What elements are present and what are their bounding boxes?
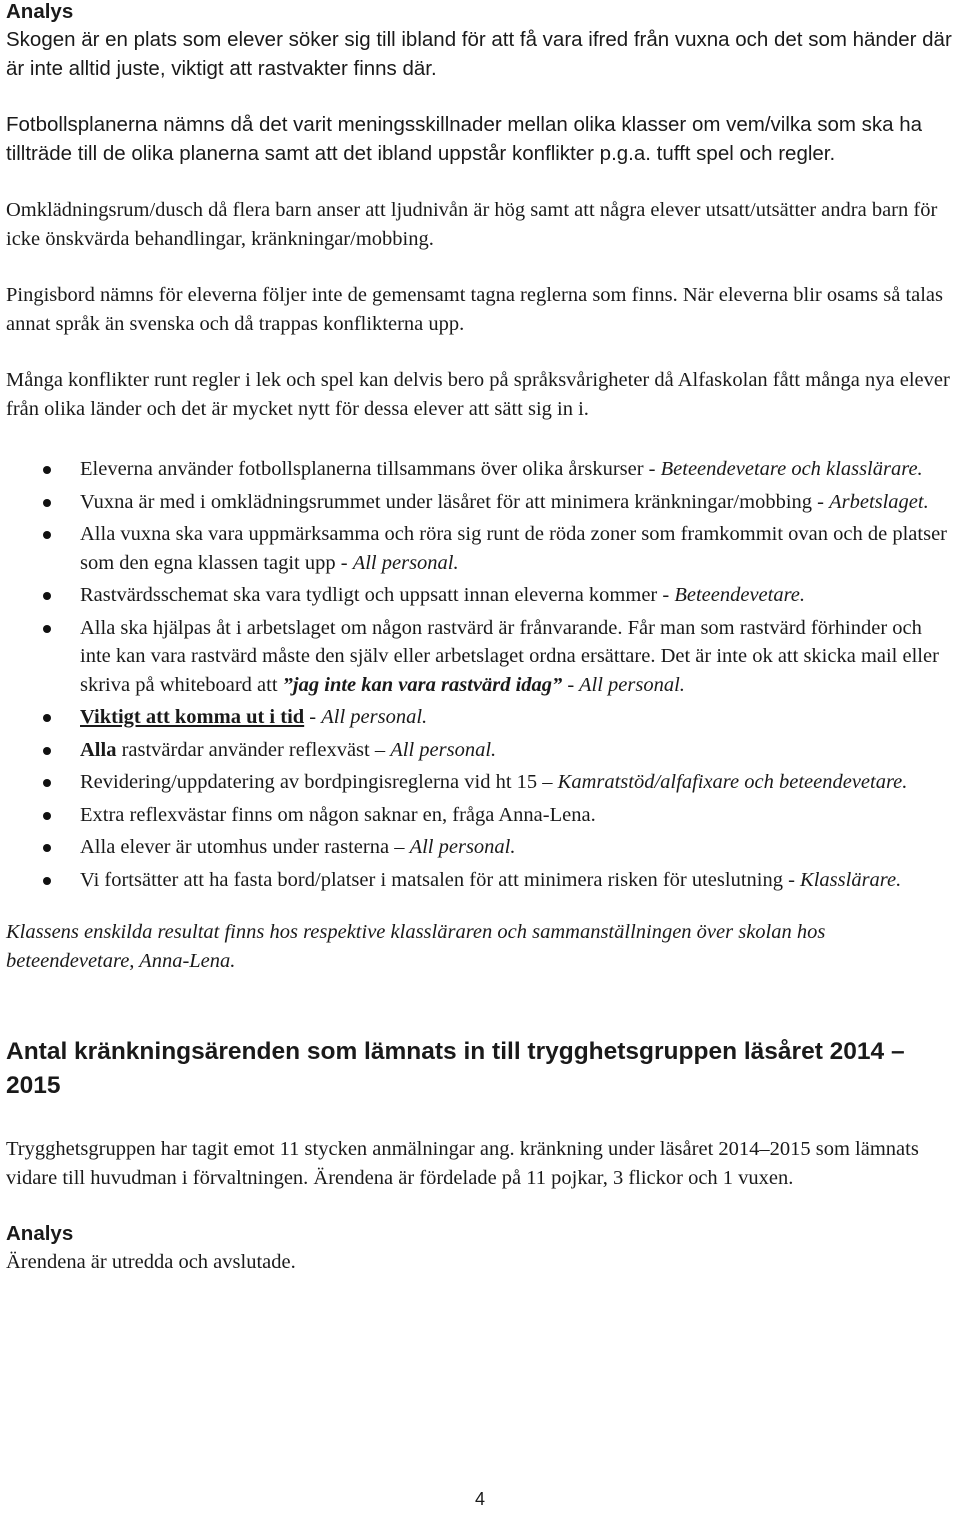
list-item-emphasis: Viktigt att komma ut i tid xyxy=(80,706,305,728)
list-item-responsible: Beteendevetare och klasslärare. xyxy=(660,458,923,480)
list-item xyxy=(6,455,956,484)
list-item xyxy=(6,801,956,830)
bullet-icon xyxy=(43,592,51,600)
list-item xyxy=(6,736,956,765)
bullet-icon xyxy=(43,625,51,633)
bullet-icon xyxy=(43,499,51,507)
results-note: Klassens enskilda resultat finns hos respektive klassläraren och sammanställningen över skolan hos beteendevetare, Anna-Lena. xyxy=(6,921,826,972)
analys-heading: Analys xyxy=(6,0,74,23)
bullet-icon xyxy=(43,531,51,539)
document-page xyxy=(6,0,956,1277)
paragraph-pingisbord: Pingisbord nämns för eleverna följer inte de gemensamt tagna reglerna som finns. När eleverna blir osams så talas annat språk än svenska och då trappas konflikterna upp. xyxy=(6,284,944,335)
list-item-text: Vuxna är med i omklädningsrummet under läsåret för att minimera kränkningar/mobbing - xyxy=(80,490,830,513)
list-item-text: Alla elever är utomhus under rasterna – xyxy=(80,836,410,858)
list-item-responsible: All personal. xyxy=(390,738,497,761)
paragraph-skogen: Skogen är en plats som elever söker sig till ibland för att få vara ifred från vuxna och det som händer där är inte alltid juste, viktigt att rastvakter finns där. xyxy=(6,28,952,80)
bullet-icon xyxy=(43,877,51,885)
bullet-icon xyxy=(43,779,51,787)
paragraph-arendena: Ärendena är utredda och avslutade. xyxy=(6,1251,296,1273)
list-item-text: Alla ska hjälpas åt i arbetslaget om någon rastvärd är frånvarande. Får man som rastvärd förhinder och inte kan vara rastvärd måste den själv eller arbetslaget ordna ersättare. Det är inte ok att skicka mail eller skriva på whiteboard att xyxy=(80,616,939,696)
list-item xyxy=(6,866,956,895)
list-item-text: rastvärdar använder reflexväst – xyxy=(116,738,391,761)
bullet-icon xyxy=(43,747,51,755)
list-item-responsible: All personal. xyxy=(352,551,459,574)
list-item-text: Rastvärdsschemat ska vara tydligt och uppsatt innan eleverna kommer - xyxy=(80,584,675,606)
list-item-text: - xyxy=(304,706,322,728)
bullet-icon xyxy=(43,714,51,722)
list-item xyxy=(6,614,956,700)
list-item xyxy=(6,768,956,797)
paragraph-fotbollsplanerna: Fotbollsplanerna nämns då det varit meningsskillnader mellan olika klasser om vem/vilka som ska ha tillträde till de olika planerna samt att det ibland uppstår konflikter p.g.a. tufft spel och regler. xyxy=(6,113,923,165)
list-item-text: Revidering/uppdatering av bordpingisreglerna vid ht 15 – xyxy=(80,771,558,793)
list-item-responsible: Kamratstöd/alfafixare och beteendevetare. xyxy=(557,771,908,793)
list-item xyxy=(6,833,956,862)
analys-heading-2: Analys xyxy=(6,1222,74,1245)
bullet-icon xyxy=(43,844,51,852)
list-item xyxy=(6,581,956,610)
bullet-icon xyxy=(43,812,51,820)
action-list xyxy=(6,455,956,894)
section-title: Antal kränkningsärenden som lämnats in till trygghetsgruppen läsåret 2014 – 2015 xyxy=(6,1038,905,1099)
list-item-responsible: Arbetslaget. xyxy=(829,490,929,513)
list-item-responsible: All personal. xyxy=(409,836,516,858)
list-item xyxy=(6,488,956,517)
list-item-text: Eleverna använder fotbollsplanerna tillsammans över olika årskurser - xyxy=(80,458,661,480)
list-item-emphasis: Alla xyxy=(80,738,117,761)
list-item-text: Alla vuxna ska vara uppmärksamma och röra sig runt de röda zoner som framkommit ovan och de platser som den egna klassen tagit upp - xyxy=(80,523,947,574)
bullet-icon xyxy=(43,466,51,474)
list-item-quote: ”jag inte kan vara rastvärd idag” xyxy=(282,673,563,696)
list-item-text: Extra reflexvästar finns om någon saknar en, fråga Anna-Lena. xyxy=(80,803,596,826)
list-item-responsible: - All personal. xyxy=(562,673,685,696)
page-number: 4 xyxy=(474,1489,485,1509)
list-item-responsible: - Klasslärare. xyxy=(782,868,902,891)
list-item-text: Vi fortsätter att ha fasta bord/platser i matsalen för att minimera risken för uteslutning xyxy=(80,868,783,891)
list-item-responsible: All personal. xyxy=(321,706,428,728)
paragraph-konflikter: Många konflikter runt regler i lek och spel kan delvis bero på språksvårigheter då Alfaskolan fått många nya elever från olika länder och det är mycket nytt för dessa elever att sätt sig in i. xyxy=(6,369,950,420)
list-item xyxy=(6,703,956,732)
list-item-responsible: Beteendevetare. xyxy=(674,584,806,606)
list-item xyxy=(6,520,956,577)
paragraph-trygghetsgruppen: Trygghetsgruppen har tagit emot 11 stycken anmälningar ang. kränkning under läsåret 2014–2015 som lämnats vidare till huvudman i förvaltningen. Ärendena är fördelade på 11 pojkar, 3 flickor och 1 vuxen. xyxy=(6,1138,919,1189)
paragraph-omkladningsrum: Omklädningsrum/dusch då flera barn anser att ljudnivån är hög samt att några elever utsatt/utsätter andra barn för icke önskvärda behandlingar, kränkningar/mobbing. xyxy=(6,199,938,250)
